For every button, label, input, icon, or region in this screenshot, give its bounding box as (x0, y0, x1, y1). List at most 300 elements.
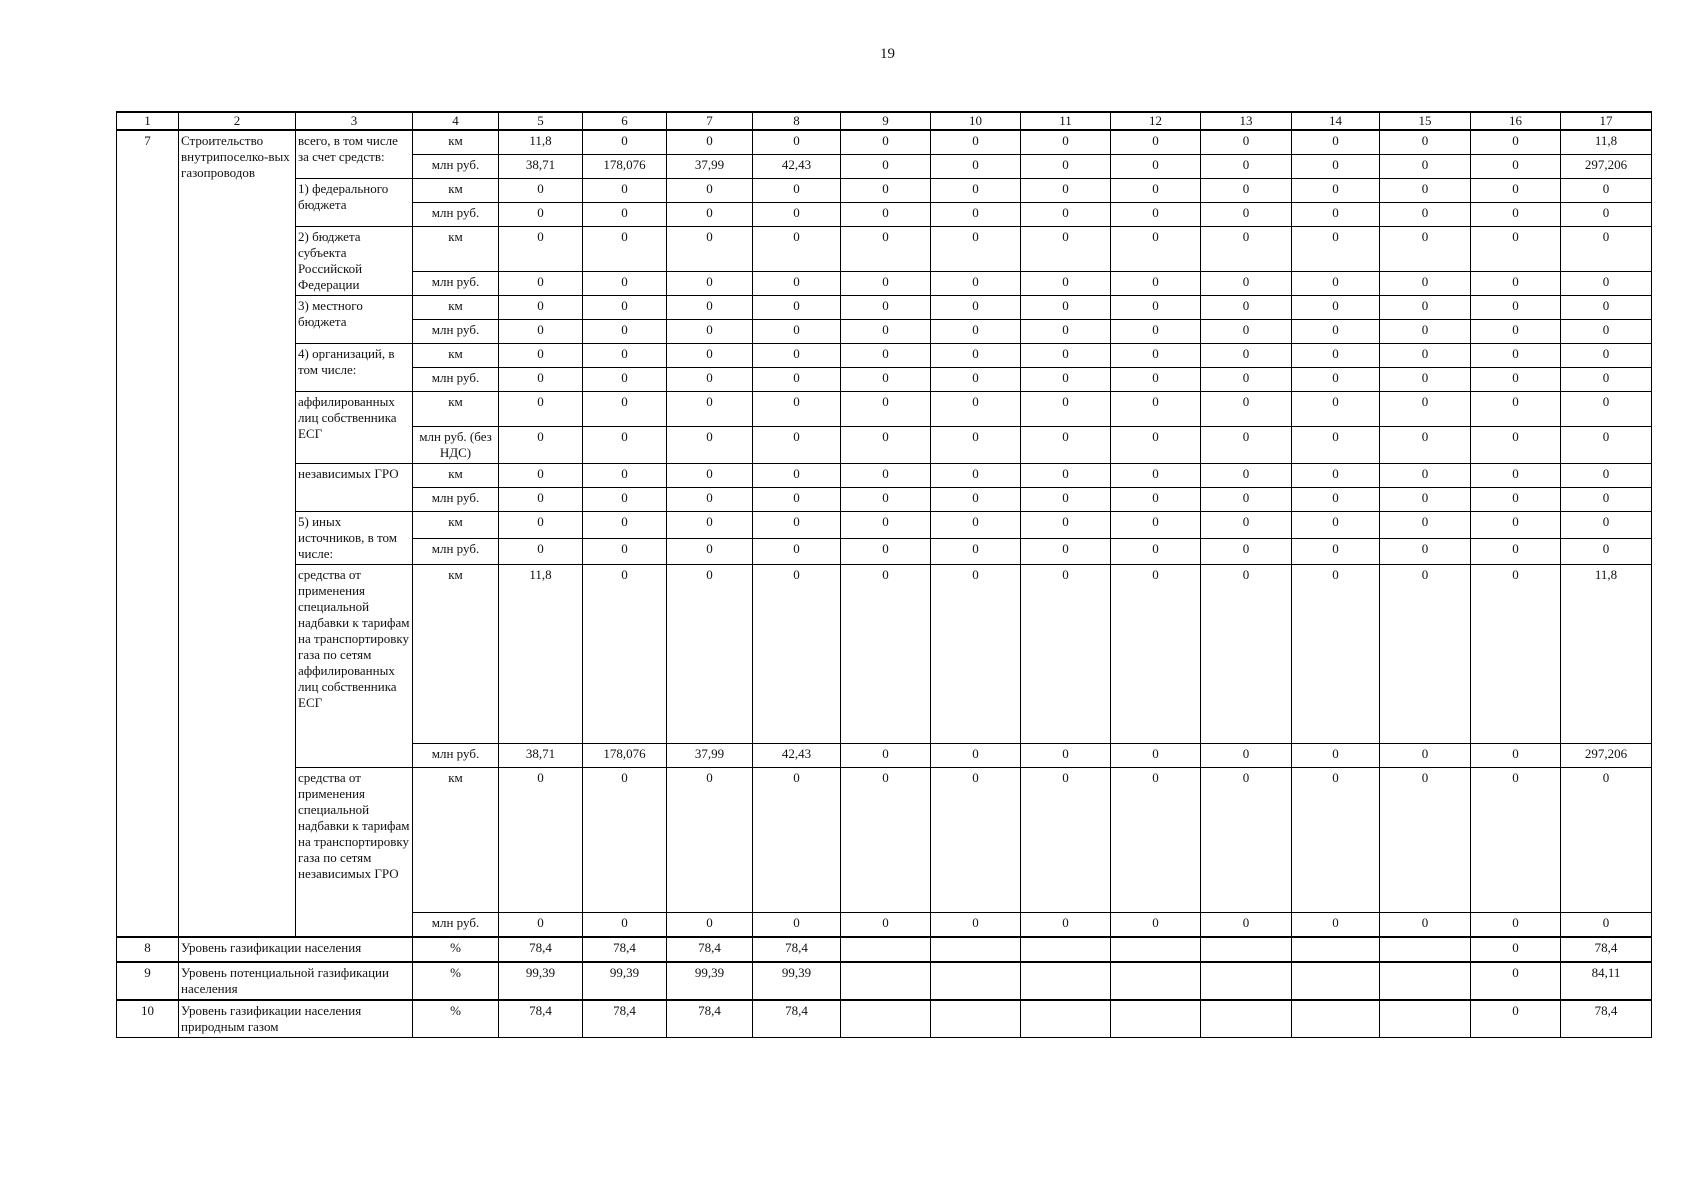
value-cell: 0 (1021, 488, 1111, 512)
value-cell: 0 (1380, 488, 1471, 512)
value-cell: 0 (1471, 296, 1561, 320)
value-cell: 78,4 (667, 1000, 753, 1038)
value-cell: 0 (583, 203, 667, 227)
value-cell: 0 (1471, 344, 1561, 368)
value-cell: 0 (1292, 344, 1380, 368)
value-cell: 0 (499, 392, 583, 427)
value-cell: 0 (1561, 538, 1652, 565)
value-cell: 178,076 (583, 155, 667, 179)
value-cell (1380, 962, 1471, 1000)
value-cell: 0 (931, 155, 1021, 179)
value-cell: 0 (499, 179, 583, 203)
value-cell: 0 (1292, 392, 1380, 427)
value-cell: 0 (583, 488, 667, 512)
value-cell: 0 (1021, 744, 1111, 768)
value-cell: 0 (1021, 203, 1111, 227)
value-cell: 0 (841, 427, 931, 464)
unit-cell: % (413, 962, 499, 1000)
value-cell: 0 (931, 913, 1021, 938)
value-cell: 0 (1561, 344, 1652, 368)
value-cell: 0 (667, 203, 753, 227)
row-number: 10 (117, 1000, 179, 1038)
column-number-header: 10 (931, 112, 1021, 130)
table-row (117, 1000, 1652, 1038)
value-cell: 0 (1561, 227, 1652, 272)
value-cell (931, 937, 1021, 962)
column-number-header: 6 (583, 112, 667, 130)
value-cell (931, 1000, 1021, 1038)
value-cell: 0 (1111, 227, 1201, 272)
value-cell: 0 (1201, 488, 1292, 512)
value-cell: 0 (1471, 512, 1561, 539)
value-cell: 0 (667, 538, 753, 565)
value-cell: 0 (1111, 155, 1201, 179)
value-cell: 0 (753, 565, 841, 744)
value-cell: 0 (1471, 320, 1561, 344)
value-cell: 0 (1201, 344, 1292, 368)
value-cell: 0 (499, 488, 583, 512)
value-cell: 0 (1471, 272, 1561, 296)
value-cell: 0 (583, 272, 667, 296)
value-cell: 0 (667, 464, 753, 488)
row-number: 7 (117, 130, 179, 937)
value-cell: 0 (1292, 155, 1380, 179)
value-cell: 42,43 (753, 155, 841, 179)
value-cell: 0 (841, 538, 931, 565)
value-cell: 37,99 (667, 155, 753, 179)
value-cell: 78,4 (753, 1000, 841, 1038)
value-cell: 0 (499, 296, 583, 320)
value-cell: 0 (1111, 203, 1201, 227)
value-cell: 0 (583, 913, 667, 938)
value-cell: 0 (667, 320, 753, 344)
value-cell: 0 (1471, 130, 1561, 155)
value-cell: 0 (1292, 464, 1380, 488)
value-cell: 0 (1471, 179, 1561, 203)
value-cell: 0 (753, 272, 841, 296)
value-cell (1380, 1000, 1471, 1038)
value-cell: 0 (667, 488, 753, 512)
unit-cell: млн руб. (413, 272, 499, 296)
value-cell: 0 (1380, 344, 1471, 368)
value-cell: 0 (753, 512, 841, 539)
value-cell: 0 (931, 565, 1021, 744)
value-cell: 0 (841, 768, 931, 913)
value-cell: 0 (1380, 744, 1471, 768)
indicator-name: Уровень газификации населения природным газом (179, 1000, 413, 1038)
value-cell: 78,4 (499, 937, 583, 962)
table-row (117, 130, 1652, 155)
value-cell: 0 (1021, 227, 1111, 272)
value-cell (1111, 937, 1201, 962)
value-cell: 0 (667, 179, 753, 203)
value-cell: 0 (1021, 768, 1111, 913)
column-number-header: 5 (499, 112, 583, 130)
value-cell: 0 (931, 344, 1021, 368)
value-cell: 0 (1111, 130, 1201, 155)
funding-source: всего, в том числе за счет средств: (296, 130, 413, 179)
value-cell: 0 (1111, 512, 1201, 539)
value-cell: 0 (1561, 203, 1652, 227)
value-cell: 0 (583, 368, 667, 392)
value-cell: 0 (667, 130, 753, 155)
value-cell: 0 (667, 913, 753, 938)
value-cell: 0 (753, 227, 841, 272)
value-cell: 0 (1111, 768, 1201, 913)
value-cell: 0 (1021, 155, 1111, 179)
funding-source: 3) местного бюджета (296, 296, 413, 344)
value-cell: 0 (1111, 427, 1201, 464)
value-cell: 0 (1380, 768, 1471, 913)
value-cell: 0 (499, 227, 583, 272)
value-cell (931, 962, 1021, 1000)
value-cell: 0 (499, 272, 583, 296)
value-cell: 0 (1380, 179, 1471, 203)
value-cell: 297,206 (1561, 155, 1652, 179)
value-cell (1111, 962, 1201, 1000)
value-cell: 0 (1561, 464, 1652, 488)
value-cell: 0 (1021, 368, 1111, 392)
value-cell: 0 (1201, 744, 1292, 768)
value-cell: 0 (841, 296, 931, 320)
value-cell: 0 (667, 392, 753, 427)
value-cell: 0 (1292, 320, 1380, 344)
value-cell: 38,71 (499, 155, 583, 179)
column-number-header: 17 (1561, 112, 1652, 130)
value-cell: 0 (499, 344, 583, 368)
column-number-header: 12 (1111, 112, 1201, 130)
column-number-header: 8 (753, 112, 841, 130)
value-cell (1292, 937, 1380, 962)
value-cell: 0 (931, 512, 1021, 539)
unit-cell: км (413, 179, 499, 203)
value-cell: 0 (1021, 913, 1111, 938)
value-cell: 0 (1111, 538, 1201, 565)
value-cell: 0 (1380, 512, 1471, 539)
value-cell: 78,4 (583, 1000, 667, 1038)
value-cell: 0 (1292, 768, 1380, 913)
value-cell: 0 (667, 427, 753, 464)
value-cell: 0 (841, 320, 931, 344)
value-cell: 0 (1471, 1000, 1561, 1038)
column-number-header: 11 (1021, 112, 1111, 130)
value-cell: 0 (1201, 368, 1292, 392)
value-cell: 0 (931, 272, 1021, 296)
value-cell: 0 (1471, 203, 1561, 227)
value-cell: 0 (1292, 427, 1380, 464)
value-cell: 0 (1380, 913, 1471, 938)
value-cell: 78,4 (1561, 1000, 1652, 1038)
value-cell: 0 (1021, 344, 1111, 368)
value-cell: 0 (667, 565, 753, 744)
value-cell: 0 (1021, 392, 1111, 427)
value-cell: 78,4 (499, 1000, 583, 1038)
column-number-header: 15 (1380, 112, 1471, 130)
value-cell: 0 (1111, 368, 1201, 392)
value-cell: 0 (1111, 744, 1201, 768)
unit-cell: млн руб. (413, 913, 499, 938)
value-cell: 0 (931, 392, 1021, 427)
value-cell: 0 (499, 538, 583, 565)
value-cell: 0 (753, 464, 841, 488)
value-cell: 0 (931, 427, 1021, 464)
value-cell: 297,206 (1561, 744, 1652, 768)
column-number-header: 16 (1471, 112, 1561, 130)
value-cell: 78,4 (753, 937, 841, 962)
value-cell: 0 (583, 344, 667, 368)
value-cell: 0 (1561, 768, 1652, 913)
page-number: 19 (880, 46, 895, 62)
column-number-header: 1 (117, 112, 179, 130)
value-cell: 0 (753, 768, 841, 913)
value-cell: 0 (753, 320, 841, 344)
value-cell: 0 (1561, 488, 1652, 512)
value-cell: 0 (1380, 296, 1471, 320)
value-cell: 0 (1561, 179, 1652, 203)
value-cell: 0 (1201, 320, 1292, 344)
value-cell: 0 (667, 296, 753, 320)
value-cell: 0 (583, 320, 667, 344)
funding-source: 2) бюджета субъекта Российской Федерации (296, 227, 413, 296)
value-cell: 0 (583, 392, 667, 427)
indicator-name: Уровень потенциальной газификации населения (179, 962, 413, 1000)
value-cell: 0 (1471, 464, 1561, 488)
value-cell: 0 (1380, 272, 1471, 296)
value-cell: 78,4 (1561, 937, 1652, 962)
value-cell: 0 (1380, 320, 1471, 344)
value-cell: 0 (841, 368, 931, 392)
value-cell: 0 (1380, 538, 1471, 565)
unit-cell: % (413, 937, 499, 962)
value-cell: 0 (1201, 565, 1292, 744)
funding-source: средства от применения специальной надбавки к тарифам на транспортировку газа по сетям независимых ГРО (296, 768, 413, 938)
unit-cell: км (413, 565, 499, 744)
value-cell: 0 (667, 512, 753, 539)
value-cell: 0 (583, 565, 667, 744)
unit-cell: км (413, 512, 499, 539)
value-cell: 0 (1021, 538, 1111, 565)
value-cell: 0 (753, 203, 841, 227)
value-cell: 0 (1111, 392, 1201, 427)
value-cell (1292, 1000, 1380, 1038)
value-cell: 99,39 (667, 962, 753, 1000)
value-cell (1201, 1000, 1292, 1038)
value-cell: 0 (841, 130, 931, 155)
value-cell: 0 (1201, 179, 1292, 203)
value-cell (1021, 962, 1111, 1000)
value-cell: 0 (1292, 512, 1380, 539)
value-cell: 0 (1471, 427, 1561, 464)
value-cell: 0 (841, 464, 931, 488)
value-cell: 0 (1471, 538, 1561, 565)
value-cell: 0 (1021, 130, 1111, 155)
value-cell: 0 (1471, 155, 1561, 179)
funding-source: независимых ГРО (296, 464, 413, 512)
value-cell: 0 (1111, 320, 1201, 344)
value-cell: 0 (1561, 272, 1652, 296)
value-cell: 0 (1380, 427, 1471, 464)
value-cell: 0 (841, 203, 931, 227)
table-row (117, 962, 1652, 1000)
value-cell: 0 (1292, 272, 1380, 296)
value-cell: 0 (1561, 296, 1652, 320)
unit-cell: млн руб. (413, 538, 499, 565)
value-cell: 0 (1111, 464, 1201, 488)
value-cell: 0 (1201, 913, 1292, 938)
value-cell: 0 (1471, 488, 1561, 512)
value-cell: 0 (583, 130, 667, 155)
value-cell: 0 (1471, 937, 1561, 962)
unit-cell: км (413, 464, 499, 488)
value-cell: 0 (1292, 538, 1380, 565)
value-cell: 0 (841, 744, 931, 768)
value-cell: 0 (1201, 392, 1292, 427)
column-number-header: 4 (413, 112, 499, 130)
unit-cell: млн руб. (413, 155, 499, 179)
value-cell: 0 (931, 488, 1021, 512)
funding-source: аффилированных лиц собственника ЕСГ (296, 392, 413, 464)
value-cell: 0 (1471, 392, 1561, 427)
column-number-header: 2 (179, 112, 296, 130)
value-cell: 0 (1201, 464, 1292, 488)
value-cell: 178,076 (583, 744, 667, 768)
value-cell: 37,99 (667, 744, 753, 768)
table-row (117, 464, 1652, 488)
value-cell: 0 (1292, 227, 1380, 272)
table-row (117, 512, 1652, 539)
unit-cell: млн руб. (413, 368, 499, 392)
value-cell: 0 (1380, 227, 1471, 272)
value-cell: 0 (841, 155, 931, 179)
unit-cell: км (413, 392, 499, 427)
value-cell: 0 (1561, 512, 1652, 539)
value-cell: 0 (667, 368, 753, 392)
value-cell: 0 (753, 427, 841, 464)
table-row (117, 227, 1652, 272)
row-number: 9 (117, 962, 179, 1000)
value-cell: 0 (1111, 272, 1201, 296)
unit-cell: млн руб. (413, 320, 499, 344)
value-cell: 0 (1471, 913, 1561, 938)
value-cell: 0 (753, 296, 841, 320)
header-row (117, 112, 1652, 130)
value-cell: 0 (841, 227, 931, 272)
unit-cell: км (413, 130, 499, 155)
value-cell: 0 (1201, 203, 1292, 227)
value-cell: 0 (499, 320, 583, 344)
value-cell: 99,39 (753, 962, 841, 1000)
value-cell: 0 (667, 272, 753, 296)
value-cell: 0 (1021, 320, 1111, 344)
value-cell: 0 (1201, 296, 1292, 320)
value-cell: 0 (841, 565, 931, 744)
value-cell: 0 (1292, 130, 1380, 155)
value-cell: 0 (841, 913, 931, 938)
value-cell: 0 (499, 768, 583, 913)
value-cell: 0 (1471, 962, 1561, 1000)
value-cell: 0 (1380, 130, 1471, 155)
value-cell: 0 (1021, 512, 1111, 539)
value-cell: 0 (931, 203, 1021, 227)
value-cell: 0 (841, 512, 931, 539)
value-cell: 0 (841, 488, 931, 512)
gasification-table (116, 111, 1652, 1038)
value-cell: 0 (1561, 368, 1652, 392)
value-cell: 38,71 (499, 744, 583, 768)
column-number-header: 13 (1201, 112, 1292, 130)
value-cell: 11,8 (499, 130, 583, 155)
indicator-name: Строительство внутрипоселко-вых газопроводов (179, 130, 296, 937)
value-cell: 0 (1380, 565, 1471, 744)
value-cell: 0 (1111, 565, 1201, 744)
value-cell: 0 (1021, 272, 1111, 296)
column-number-header: 9 (841, 112, 931, 130)
value-cell: 0 (1201, 512, 1292, 539)
value-cell: 0 (1111, 296, 1201, 320)
value-cell: 0 (1021, 296, 1111, 320)
value-cell: 0 (753, 179, 841, 203)
value-cell: 0 (931, 464, 1021, 488)
value-cell: 0 (1111, 344, 1201, 368)
value-cell: 0 (1201, 272, 1292, 296)
value-cell: 0 (1380, 464, 1471, 488)
value-cell: 0 (1111, 488, 1201, 512)
funding-source: 5) иных источников, в том числе: (296, 512, 413, 565)
value-cell: 11,8 (499, 565, 583, 744)
table-row (117, 392, 1652, 427)
value-cell: 0 (499, 427, 583, 464)
value-cell: 0 (753, 368, 841, 392)
unit-cell: км (413, 296, 499, 320)
value-cell: 0 (931, 768, 1021, 913)
value-cell (1021, 1000, 1111, 1038)
value-cell: 0 (753, 130, 841, 155)
value-cell: 0 (1561, 427, 1652, 464)
value-cell: 0 (499, 464, 583, 488)
value-cell: 0 (499, 368, 583, 392)
value-cell: 99,39 (499, 962, 583, 1000)
value-cell: 0 (583, 296, 667, 320)
value-cell: 0 (1561, 913, 1652, 938)
value-cell: 0 (1380, 392, 1471, 427)
value-cell: 0 (1561, 320, 1652, 344)
value-cell: 0 (1292, 203, 1380, 227)
value-cell: 0 (1292, 744, 1380, 768)
value-cell: 0 (1021, 427, 1111, 464)
indicator-name: Уровень газификации населения (179, 937, 413, 962)
funding-source: средства от применения специальной надбавки к тарифам на транспортировку газа по сетям аффилированных лиц собственника ЕСГ (296, 565, 413, 768)
value-cell (1201, 937, 1292, 962)
value-cell: 0 (1292, 368, 1380, 392)
value-cell: 0 (753, 344, 841, 368)
value-cell: 0 (583, 227, 667, 272)
value-cell: 0 (1471, 744, 1561, 768)
value-cell: 0 (1292, 913, 1380, 938)
value-cell: 11,8 (1561, 565, 1652, 744)
value-cell: 0 (1111, 913, 1201, 938)
value-cell: 0 (753, 488, 841, 512)
value-cell: 0 (1380, 368, 1471, 392)
unit-cell: км (413, 344, 499, 368)
value-cell: 11,8 (1561, 130, 1652, 155)
unit-cell: млн руб. (413, 203, 499, 227)
value-cell: 0 (1292, 296, 1380, 320)
value-cell (841, 1000, 931, 1038)
value-cell (1021, 937, 1111, 962)
unit-cell: млн руб. (без НДС) (413, 427, 499, 464)
value-cell: 0 (583, 427, 667, 464)
value-cell: 0 (1292, 488, 1380, 512)
